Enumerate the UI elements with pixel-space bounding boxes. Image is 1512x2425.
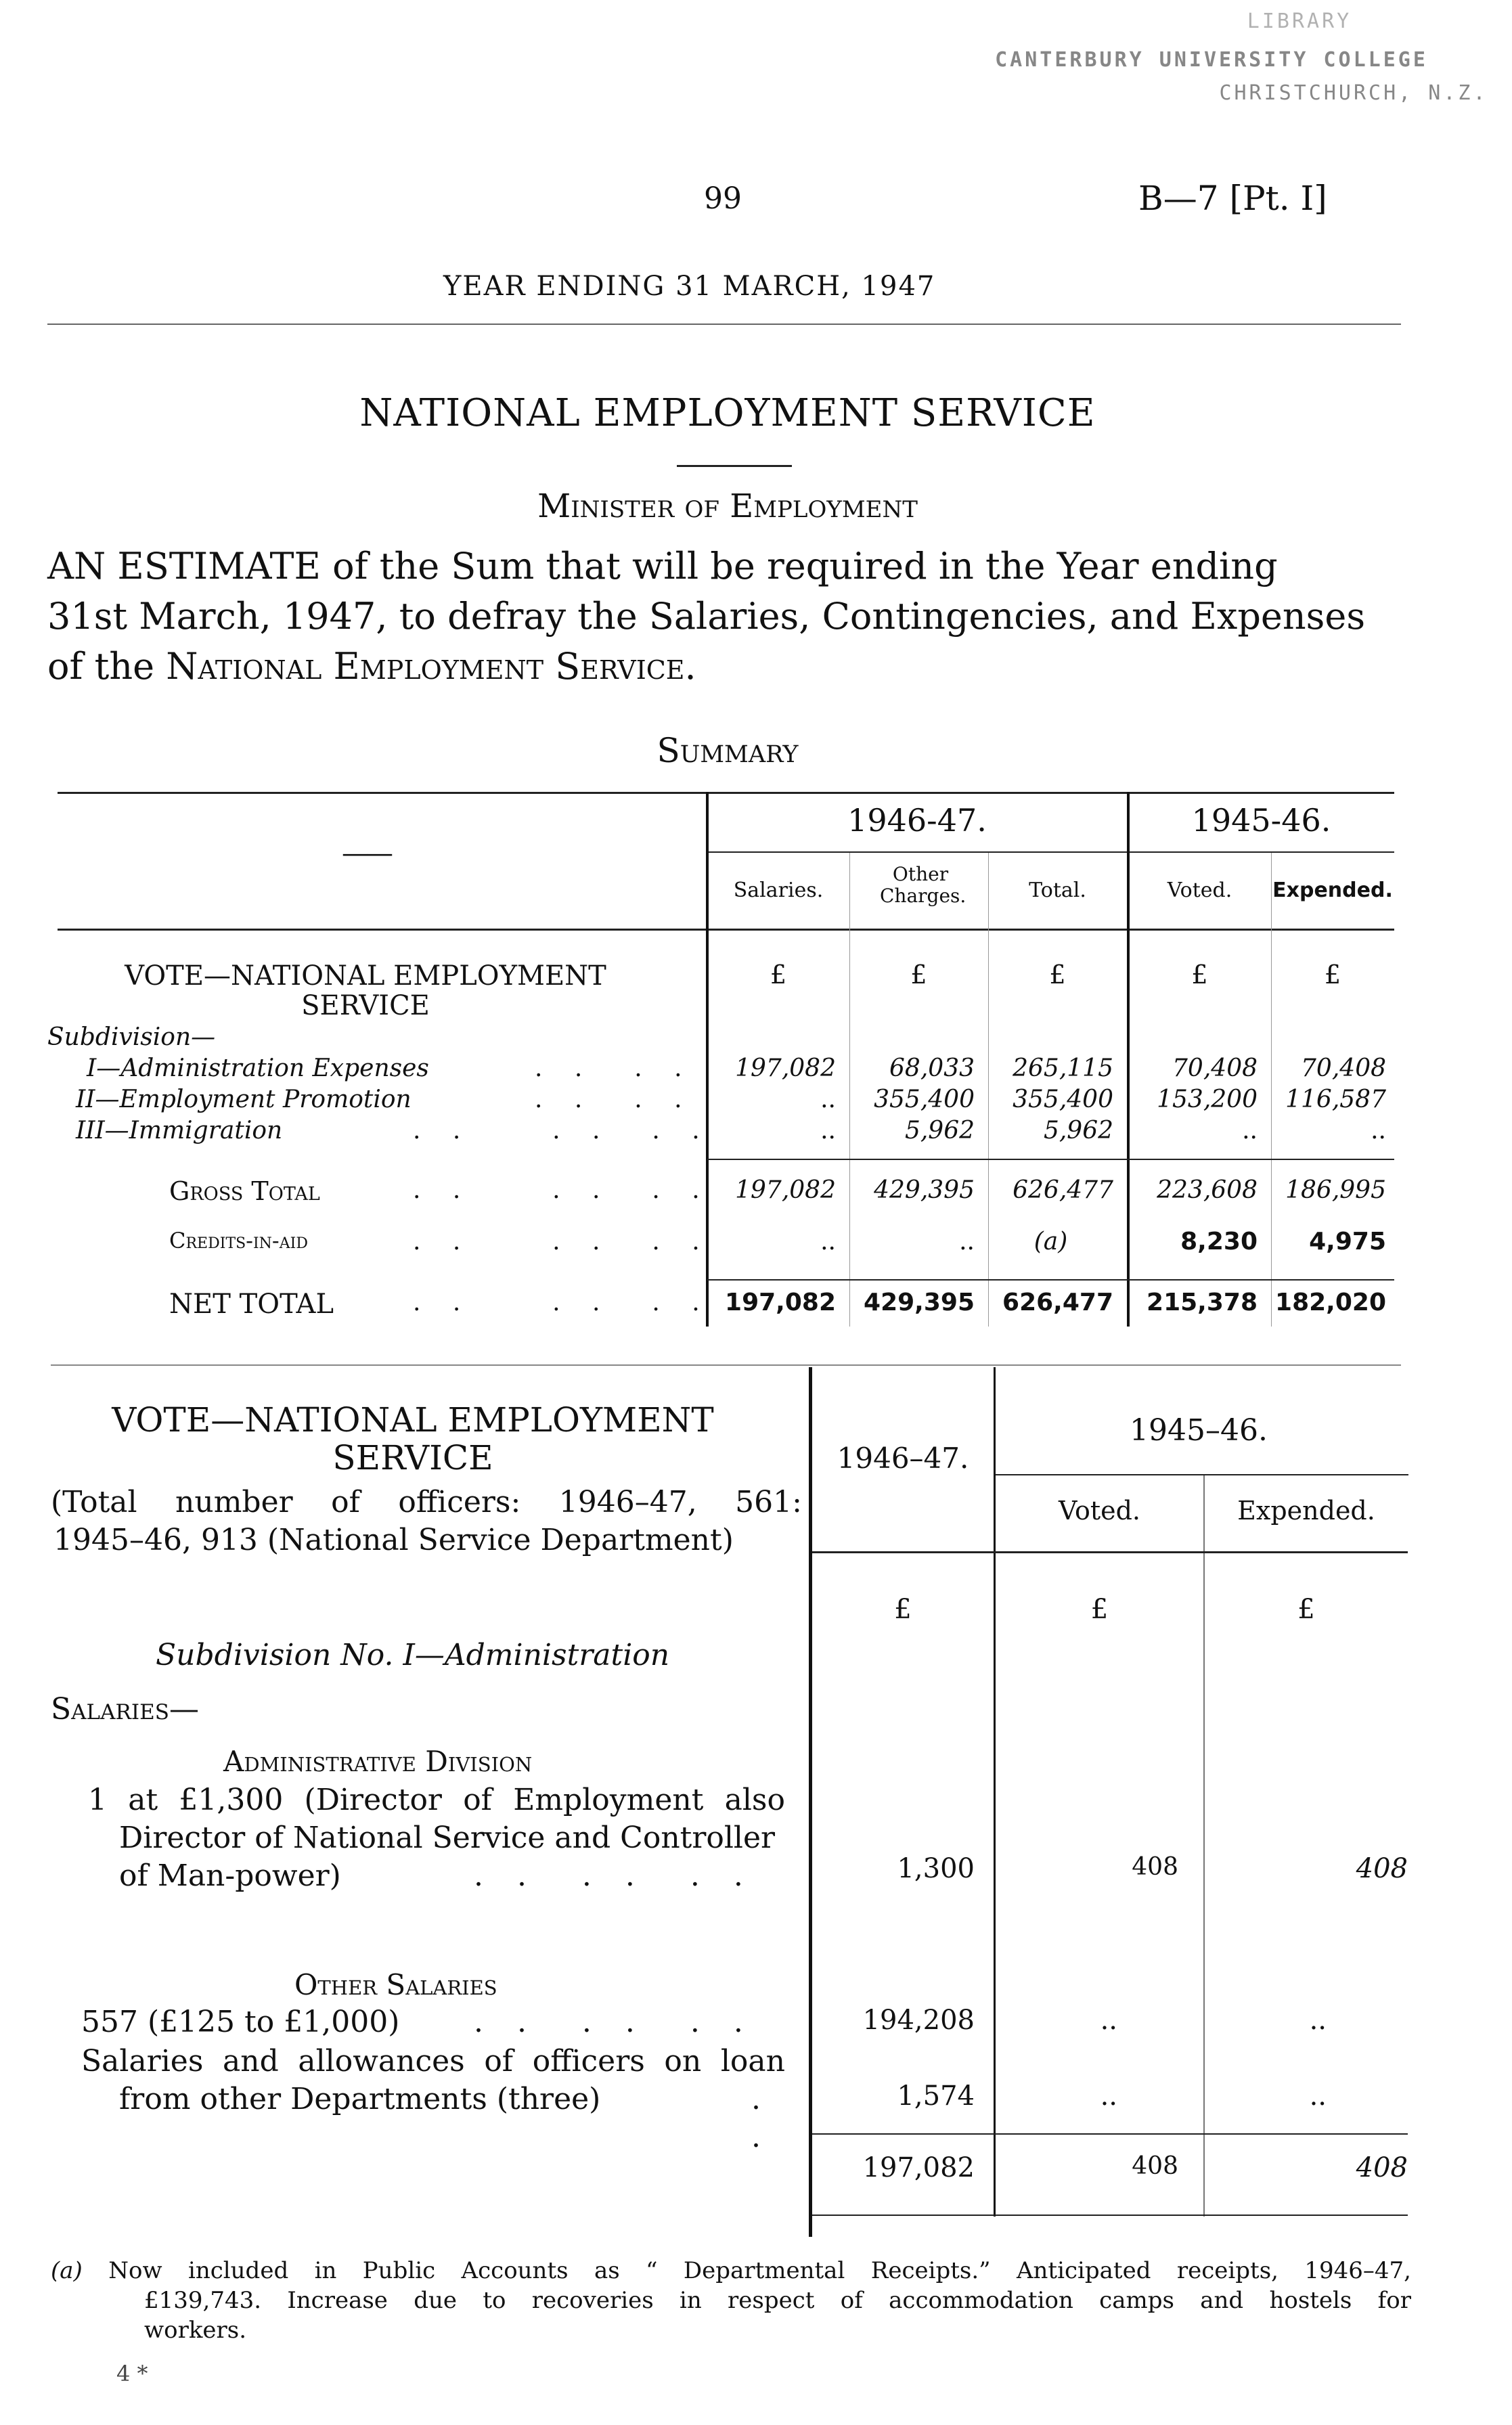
summary-col-total: Total. bbox=[1029, 878, 1086, 902]
leader-dots: . . . . . . bbox=[413, 1117, 712, 1144]
loan-line-2-text: from other Departments (three) bbox=[119, 2082, 601, 2116]
leader-dots: . . . . bbox=[535, 1086, 694, 1113]
summary-subdivision-label: Subdivision— bbox=[47, 1023, 216, 1051]
summary-subheader-rule bbox=[707, 851, 1394, 853]
summary-currency-2: £ bbox=[910, 960, 927, 989]
summary-header-rule bbox=[58, 929, 1394, 931]
other-salaries-line bbox=[81, 2005, 799, 2039]
salaries-heading: Salaries— bbox=[51, 1692, 199, 1727]
director-line-3 bbox=[88, 1857, 785, 1895]
vote-total-rule-bottom bbox=[812, 2215, 1408, 2216]
summary-row-label: III—Immigration bbox=[76, 1117, 283, 1144]
summary-cell: 197,082 bbox=[735, 1176, 836, 1204]
vote-col-1946: 1946–47. bbox=[837, 1442, 969, 1475]
summary-cell: 215,378 bbox=[1147, 1289, 1258, 1316]
intro-line-3-pre: of the bbox=[47, 645, 166, 688]
leader-dots: . . bbox=[751, 2082, 773, 2154]
summary-col-voted: Voted. bbox=[1167, 878, 1232, 902]
leader-dots: . . . . . . bbox=[474, 2005, 755, 2039]
summary-cell: .. bbox=[959, 1228, 975, 1255]
summary-cell: 197,082 bbox=[735, 1054, 836, 1082]
library-stamp bbox=[995, 9, 1489, 105]
vote-cell: 408 bbox=[1356, 1853, 1408, 1884]
summary-cell: 70,408 bbox=[1301, 1054, 1386, 1082]
page-number: 99 bbox=[704, 181, 742, 216]
officers-note-line-2: 1945–46, 913 (National Service Department) bbox=[53, 1523, 734, 1557]
summary-vote-title bbox=[61, 961, 697, 1021]
vote-title-line-2: SERVICE bbox=[332, 1438, 493, 1477]
summary-col-other-charges: Other Charges. bbox=[880, 863, 966, 907]
vote-total-rule-top bbox=[812, 2133, 1408, 2135]
stamp-line-1: LIBRARY bbox=[1247, 9, 1352, 33]
footnote-marker: (a) bbox=[51, 2257, 83, 2284]
intro-line-3 bbox=[47, 642, 1408, 692]
summary-currency-1: £ bbox=[770, 960, 787, 989]
summary-cell: 626,477 bbox=[1002, 1289, 1113, 1316]
summary-heading: Summary bbox=[657, 731, 799, 770]
summary-cell: 5,962 bbox=[904, 1117, 975, 1144]
summary-cell: 4,975 bbox=[1309, 1228, 1386, 1255]
summary-vote-title-line-2: SERVICE bbox=[301, 990, 430, 1021]
leader-dots: . . . . . . bbox=[474, 1859, 755, 1893]
summary-cell: .. bbox=[820, 1228, 836, 1255]
title-rule bbox=[677, 465, 792, 467]
summary-col-salaries: Salaries. bbox=[733, 878, 824, 902]
summary-col-group-1945: 1945-46. bbox=[1191, 802, 1331, 839]
summary-bottom-rule bbox=[51, 1364, 1401, 1366]
summary-cell: 223,608 bbox=[1157, 1176, 1258, 1204]
vote-subheader-rule bbox=[996, 1474, 1408, 1475]
vote-cell: .. bbox=[1100, 2005, 1117, 2036]
other-salaries-heading: Other Salaries bbox=[294, 1968, 497, 2001]
vote-currency-3: £ bbox=[1297, 1594, 1315, 1625]
vote-cell: .. bbox=[1309, 2005, 1327, 2036]
footnote-line-1-text: Now included in Public Accounts as “ Departmental Receipts.” Anticipated receipts, 1946–47, bbox=[82, 2257, 1411, 2284]
summary-cell: 355,400 bbox=[874, 1086, 975, 1113]
summary-row-label: I—Administration Expenses bbox=[87, 1054, 429, 1082]
other-salaries-text: 557 (£125 to £1,000) bbox=[81, 2005, 400, 2039]
summary-cell: 186,995 bbox=[1285, 1176, 1386, 1204]
reference-code: B—7 [Pt. I] bbox=[1138, 179, 1327, 218]
intro-line-3-service: National Employment Service. bbox=[166, 645, 696, 688]
summary-cell: 70,408 bbox=[1172, 1054, 1258, 1082]
loan-entry bbox=[81, 2043, 785, 2154]
vote-currency-1: £ bbox=[894, 1594, 912, 1625]
summary-vote-title-line-1: VOTE—NATIONAL EMPLOYMENT bbox=[125, 960, 606, 992]
subdivision-heading: Subdivision No. I—Administration bbox=[156, 1638, 670, 1672]
summary-currency-5: £ bbox=[1324, 960, 1341, 989]
loan-line-2 bbox=[81, 2081, 785, 2154]
vote-col-voted: Voted. bbox=[1059, 1496, 1140, 1526]
summary-cell: 153,200 bbox=[1157, 1086, 1258, 1113]
footnote-line-1 bbox=[51, 2256, 1411, 2286]
leader-dots: . . . . . . bbox=[413, 1228, 712, 1255]
summary-col-group-1946: 1946-47. bbox=[847, 802, 987, 839]
leader-dots: . . . . . . bbox=[413, 1289, 712, 1316]
intro-paragraph bbox=[47, 541, 1408, 692]
summary-cell: 197,082 bbox=[725, 1289, 836, 1316]
vote-cell: 408 bbox=[1356, 2152, 1408, 2183]
vote-col-expended: Expended. bbox=[1237, 1496, 1375, 1526]
summary-cell: .. bbox=[1242, 1117, 1258, 1144]
officers-note bbox=[51, 1484, 802, 1559]
intro-lead: AN ESTIMATE bbox=[47, 545, 321, 587]
stamp-line-3: CHRISTCHURCH, N.Z. bbox=[1219, 81, 1488, 105]
summary-cell: 265,115 bbox=[1013, 1054, 1113, 1082]
leader-dots: . . . . . . bbox=[413, 1176, 712, 1204]
summary-cell: 626,477 bbox=[1013, 1176, 1113, 1204]
director-line-2: Director of National Service and Controller bbox=[119, 1821, 776, 1855]
summary-cell: 429,395 bbox=[874, 1176, 975, 1204]
summary-cell: 68,033 bbox=[889, 1054, 975, 1082]
vote-col-1945: 1945–46. bbox=[1130, 1413, 1268, 1448]
intro-line-2: 31st March, 1947, to defray the Salaries, Contingencies, and Expenses bbox=[47, 595, 1366, 638]
vote-title bbox=[54, 1401, 799, 1477]
summary-net-rule-top bbox=[707, 1279, 1394, 1281]
summary-cell: 8,230 bbox=[1180, 1228, 1258, 1255]
summary-rows-rule bbox=[707, 1159, 1394, 1160]
intro-line-1-rest: of the Sum that will be required in the Year ending bbox=[320, 545, 1278, 587]
summary-top-rule bbox=[58, 792, 1394, 794]
summary-credits-label: Credits-in-aid bbox=[169, 1228, 308, 1253]
signature-mark: 4 * bbox=[116, 2361, 148, 2386]
summary-currency-3: £ bbox=[1049, 960, 1066, 989]
footnote bbox=[51, 2256, 1411, 2345]
header-rule bbox=[47, 324, 1401, 325]
vote-title-line-1: VOTE—NATIONAL EMPLOYMENT bbox=[112, 1400, 714, 1440]
summary-cell: .. bbox=[820, 1117, 836, 1144]
summary-row-label: II—Employment Promotion bbox=[76, 1086, 412, 1113]
summary-cell: 5,962 bbox=[1043, 1117, 1113, 1144]
page-title: NATIONAL EMPLOYMENT SERVICE bbox=[359, 391, 1096, 435]
summary-cell: 355,400 bbox=[1013, 1086, 1113, 1113]
admin-division-heading: Administrative Division bbox=[223, 1745, 533, 1778]
vote-cell: 1,300 bbox=[897, 1853, 975, 1884]
vote-header-rule bbox=[812, 1551, 1408, 1553]
footnote-line-3: workers. bbox=[144, 2317, 247, 2344]
vote-cell: 408 bbox=[1132, 1853, 1178, 1881]
vote-cell: 408 bbox=[1132, 2152, 1178, 2180]
leader-dots: . . . . bbox=[535, 1054, 694, 1082]
stamp-line-2: CANTERBURY UNIVERSITY COLLEGE bbox=[995, 48, 1428, 72]
vote-cell: 194,208 bbox=[862, 2005, 975, 2036]
vote-currency-2: £ bbox=[1090, 1594, 1109, 1625]
vote-cell: .. bbox=[1309, 2081, 1327, 2112]
minister-heading: Minister of Employment bbox=[537, 487, 918, 525]
director-entry bbox=[88, 1781, 785, 1895]
footnote-line-2: £139,743. Increase due to recoveries in respect of accommodation camps and hostels for bbox=[144, 2287, 1411, 2314]
summary-net-total-label: NET TOTAL bbox=[169, 1289, 334, 1320]
summary-stub-dash: —— bbox=[342, 838, 391, 869]
summary-cell: .. bbox=[820, 1086, 836, 1113]
summary-cell: (a) bbox=[1033, 1228, 1068, 1255]
summary-cell: 429,395 bbox=[864, 1289, 975, 1316]
officers-note-line-1: (Total number of officers: 1946–47, 561: bbox=[51, 1485, 802, 1519]
loan-line-1: Salaries and allowances of officers on loan bbox=[81, 2044, 785, 2078]
summary-currency-4: £ bbox=[1191, 960, 1208, 989]
vote-cell: 197,082 bbox=[862, 2152, 975, 2183]
director-line-3-text: of Man-power) bbox=[119, 1859, 341, 1893]
intro-line-1 bbox=[47, 541, 1408, 592]
running-title: YEAR ENDING 31 MARCH, 1947 bbox=[443, 271, 936, 302]
director-line-1: 1 at £1,300 (Director of Employment also bbox=[88, 1783, 785, 1817]
summary-cell: 116,587 bbox=[1285, 1086, 1386, 1113]
summary-gross-total-label: Gross Total bbox=[169, 1176, 320, 1206]
summary-cell: 182,020 bbox=[1275, 1289, 1386, 1316]
vote-cell: 1,574 bbox=[897, 2081, 975, 2112]
summary-col-expended: Expended. bbox=[1272, 878, 1393, 902]
vote-cell: .. bbox=[1100, 2081, 1117, 2112]
summary-cell: .. bbox=[1371, 1117, 1386, 1144]
